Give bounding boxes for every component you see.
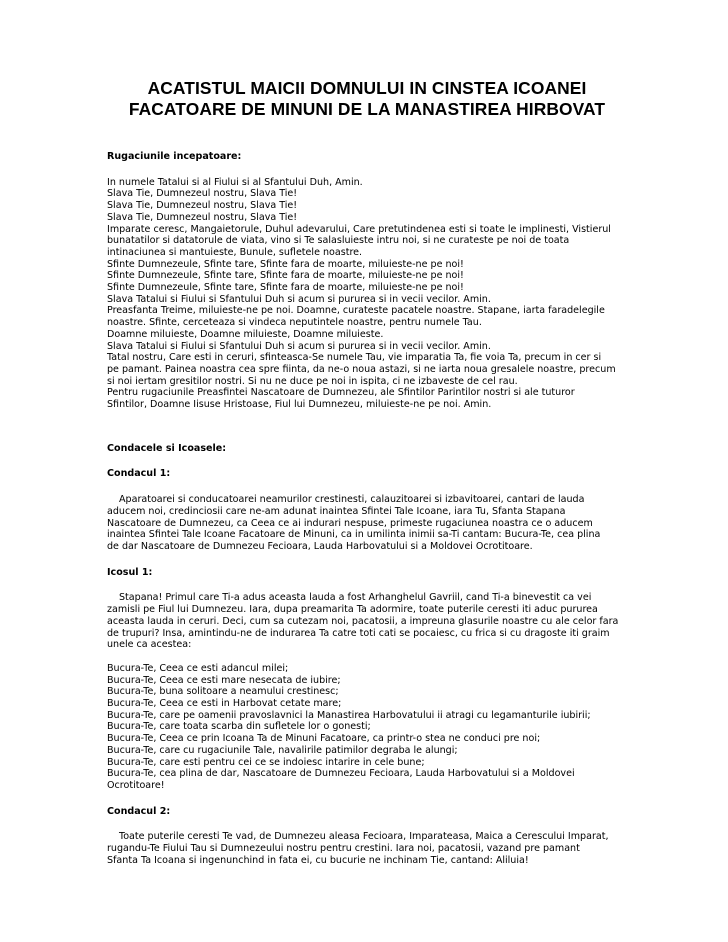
text-line: Imparate ceresc, Mangaietorule, Duhul adevarului, Care pretutindenea esti si toate le implinesti, Vistierul [107,223,611,235]
condac1-text [107,494,629,553]
text-line: inaintea Sfintei Tale Icoane Facatoare de Minuni, ca in umilinta inimii sa-Ti cantam: Bucura-Te, cea plina [107,529,601,541]
text-line: Bucura-Te, care toata scarba din sufletele lor o gonesti; [107,721,371,733]
condace-heading: Condacele si Icoasele: [107,442,227,454]
condac1-heading: Condacul 1: [107,468,171,480]
text-line: Toate puterile ceresti Te vad, de Dumnezeu aleasa Fecioara, Imparateasa, Maica a Cerescului Imparat, [119,831,609,843]
text-line: Bucura-Te, care esti pentru cei ce se indoiesc intarire in cele bune; [107,756,425,768]
text-line: si noi iertam gresitilor nostri. Si nu ne duce pe noi in ispita, ci ne izbaveste de cel rau. [107,375,518,387]
intro-heading: Rugaciunile incepatoare: [107,151,242,162]
text-line: Stapana! Primul care Ti-a adus aceasta lauda a fost Arhanghelul Gavriil, cand Ti-a binevestit ca vei [119,592,592,604]
text-line: de trupuri? Insa, amintindu-ne de indurarea Ta catre toti cati se pocaiesc, cu frica si cu dragoste iti graim [107,627,610,639]
title-line-2: FACATOARE DE MINUNI DE LA MANASTIREA HIRBOVAT [128,99,606,119]
text-line: zamisli pe Fiul lui Dumnezeu. Iara, dupa preamarita Ta adormire, toate puterile ceresti iti aduc pururea [107,604,598,616]
text-line: Bucura-Te, buna solitoare a neamului crestinesc; [107,686,339,698]
icos1-hymns [107,663,629,792]
text-line: Sfinte Dumnezeule, Sfinte tare, Sfinte fara de moarte, miluieste-ne pe noi! [107,258,464,270]
text-line: Ocrotitoare! [107,779,165,791]
intro-prayers [107,177,629,411]
text-line: Bucura-Te, Ceea ce esti in Harbovat cetate mare; [107,698,342,710]
text-line: unele ca acestea: [107,639,192,651]
condac2-text [107,831,629,866]
text-line: aducem noi, credinciosii care ne-am adunat inaintea Sfintei Tale Icoane, iara Tu, Sfanta Stapana [107,505,566,517]
text-line: aceasta lauda in ceruri. Deci, cum sa cutezam noi, pacatosii, a impreuna glasurile noastre cu ale celor fara [107,615,619,627]
title-line-1: ACATISTUL MAICII DOMNULUI IN CINSTEA ICOANEI [147,78,587,98]
text-line: Slava Tie, Dumnezeul nostru, Slava Tie! [107,188,298,200]
text-line: Nascatoare de Dumnezeu, ca Ceea ce ai indurari nespuse, primeste rugaciunea noastra ce o aducem [107,517,593,529]
text-line: rugandu-Te Fiului Tau si Dumnezeului nostru pentru crestini. Iara noi, pacatosii, vazand pre pamant [107,843,580,855]
text-line: Bucura-Te, Ceea ce prin Icoana Ta de Minuni Facatoare, ca printr-o stea ne conduci pre noi; [107,733,541,745]
document-page [107,78,629,866]
text-line: Slava Tie, Dumnezeul nostru, Slava Tie! [107,200,298,212]
document-title [97,78,637,120]
icos1-heading: Icosul 1: [107,566,153,578]
text-line: Pentru rugaciunile Preasfintei Nascatoare de Dumnezeu, ale Sfintilor Parintilor nostri si ale tuturor [107,387,575,399]
text-line: intinaciunea si mantuieste, Bunule, sufletele noastre. [107,246,363,258]
text-line: Sfintilor, Doamne Iisuse Hristoase, Fiul lui Dumnezeu, miluieste-ne pe noi. Amin. [107,399,492,411]
icos1-text [107,592,629,651]
text-line: Doamne miluieste, Doamne miluieste, Doamne miluieste. [107,328,384,340]
text-line: Bucura-Te, Ceea ce esti mare nesecata de iubire; [107,674,341,686]
text-line: noastre. Sfinte, cerceteaza si vindeca neputintele noastre, pentru numele Tau. [107,317,482,329]
text-line: Sfinte Dumnezeule, Sfinte tare, Sfinte fara de moarte, miluieste-ne pe noi! [107,282,464,294]
text-line: Slava Tie, Dumnezeul nostru, Slava Tie! [107,211,298,223]
text-line: Preasfanta Treime, miluieste-ne pe noi. Doamne, curateste pacatele noastre. Stapane, iarta faradelegile [107,305,605,317]
text-line: Bucura-Te, care pe oamenii pravoslavnici la Manastirea Harbovatului ii atragi cu legamanturile iubirii; [107,709,591,721]
text-line: Slava Tatalui si Fiului si Sfantului Duh si acum si pururea si in vecii vecilor. Amin. [107,293,491,305]
text-line: Sfinte Dumnezeule, Sfinte tare, Sfinte fara de moarte, miluieste-ne pe noi! [107,270,464,282]
text-line: In numele Tatalui si al Fiului si al Sfantului Duh, Amin. [107,176,363,188]
text-line: Slava Tatalui si Fiului si Sfantului Duh si acum si pururea si in vecii vecilor. Amin. [107,340,491,352]
text-line: Bucura-Te, cea plina de dar, Nascatoare de Dumnezeu Fecioara, Lauda Harbovatului si a Moldovei [107,768,575,780]
text-line: Aparatoarei si conducatoarei neamurilor crestinesti, calauzitoarei si izbavitoarei, cantari de lauda [119,494,585,506]
text-line: Bucura-Te, Ceea ce esti adancul milei; [107,662,289,674]
text-line: Sfanta Ta Icoana si ingenunchind in fata ei, cu bucurie ne inchinam Tie, cantand: Aliluia! [107,854,529,866]
text-line: bunatatilor si datatorule de viata, vino si Te salasluieste intru noi, si ne curateste pe noi de toata [107,235,570,247]
condac2-heading: Condacul 2: [107,805,171,817]
text-line: Tatal nostru, Care esti in ceruri, sfinteasca-Se numele Tau, vie imparatia Ta, fie voia Ta, precum in cer si [107,352,602,364]
text-line: de dar Nascatoare de Dumnezeu Fecioara, Lauda Harbovatului si a Moldovei Ocrotitoare. [107,540,533,552]
text-line: Bucura-Te, care cu rugaciunile Tale, navalirile patimilor degraba le alungi; [107,744,458,756]
text-line: pe pamant. Painea noastra cea spre fiinta, da ne-o noua astazi, si ne iarta noua gresalele noastre, precum [107,363,616,375]
